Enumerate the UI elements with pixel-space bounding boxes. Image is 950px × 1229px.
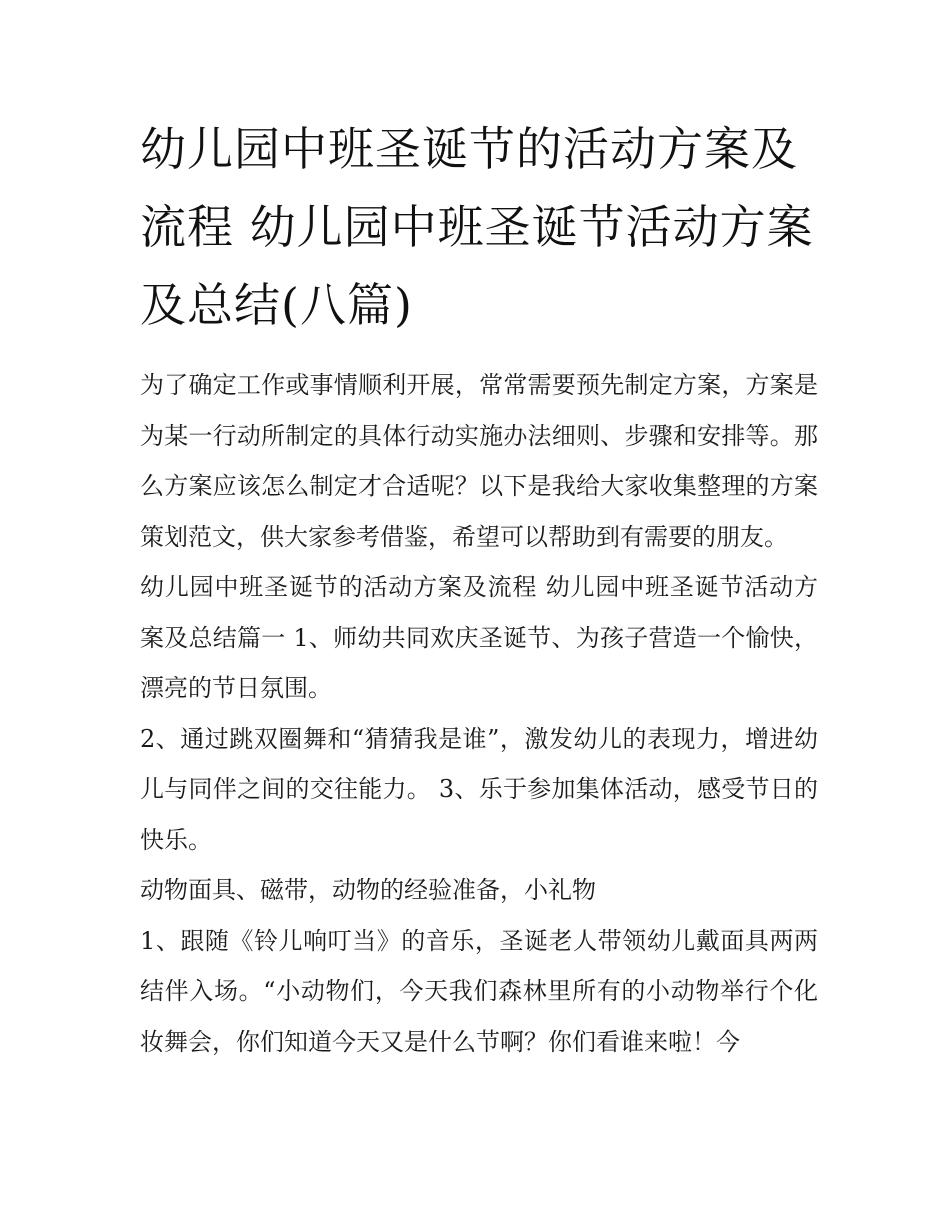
paragraph-goal-1: 幼儿园中班圣诞节的活动方案及流程 幼儿园中班圣诞节活动方案及总结篇一 1、师幼共同欢庆圣诞节、为孩子营造一个愉快，漂亮的节日氛围。 [140, 573, 818, 702]
document-title: 幼儿园中班圣诞节的活动方案及流程 幼儿园中班圣诞节活动方案及总结(八篇) [140, 122, 814, 332]
paragraph-intro: 为了确定工作或事情顺利开展，常常需要预先制定方案，方案是为某一行动所制定的具体行动实施办法细则、步骤和安排等。那么方案应该怎么制定才合适呢？以下是我给大家收集整理的方案策划范文，供大家参考借鉴，希望可以帮助到有需要的朋友。 [140, 371, 818, 551]
paragraph-goal-2-3: 2、通过跳双圈舞和“猜猜我是谁”，激发幼儿的表现力，增进幼儿与同伴之间的交往能力。 3、乐于参加集体活动，感受节日的快乐。 [140, 724, 818, 854]
paragraph-step-1: 1、跟随《铃儿响叮当》的音乐，圣诞老人带领幼儿戴面具两两结伴入场。“小动物们，今天我们森林里所有的小动物举行个化妆舞会，你们知道今天又是什么节啊？你们看谁来啦！今 [140, 926, 818, 1056]
document-body [140, 360, 818, 1067]
paragraph-materials: 动物面具、磁带，动物的经验准备，小礼物 [140, 876, 596, 904]
